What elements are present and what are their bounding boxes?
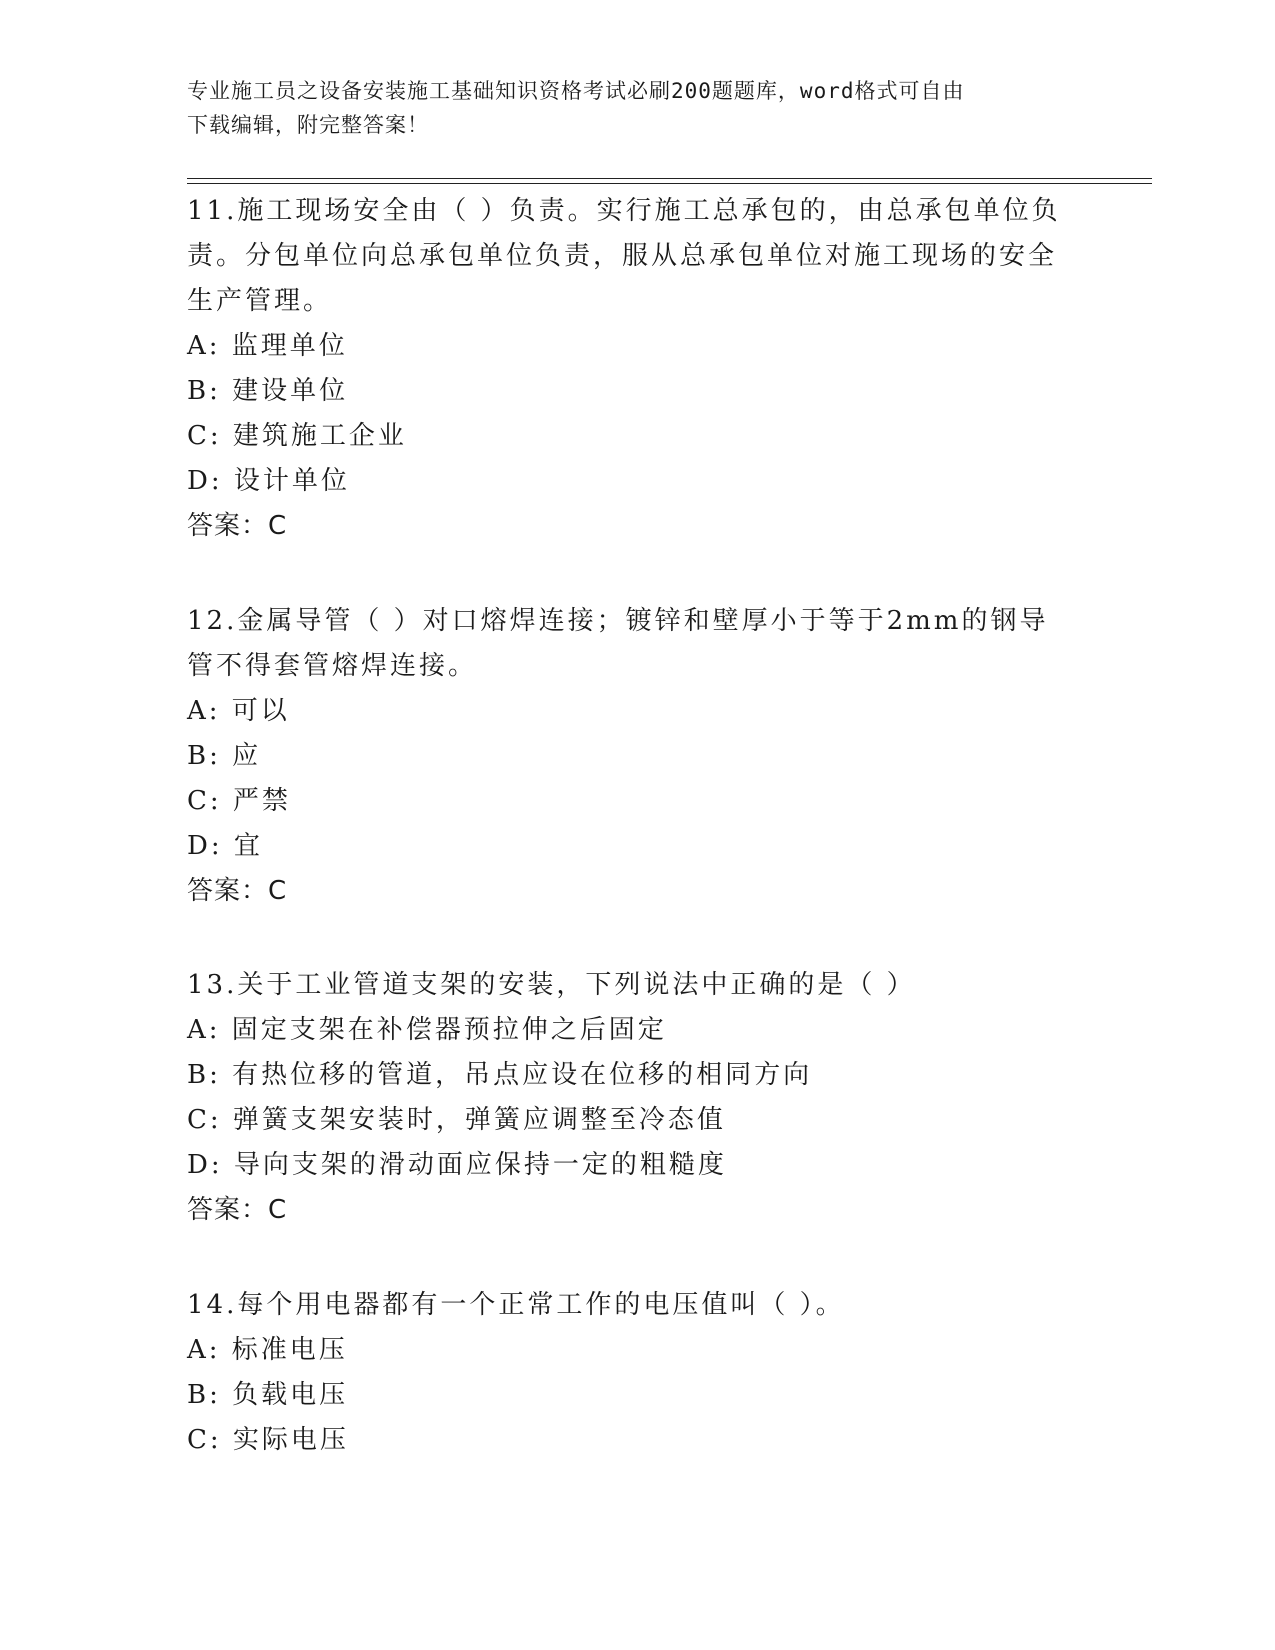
answer: 答案：C — [187, 1195, 288, 1225]
question-stem: 13.关于工业管道支架的安装，下列说法中正确的是（ ） — [187, 970, 916, 1000]
option-a: A: 可以 — [187, 696, 290, 726]
option-d: D: 宜 — [187, 831, 263, 861]
header-divider-top — [187, 178, 1152, 179]
option-c: C: 建筑施工企业 — [187, 421, 407, 451]
header-divider-bottom — [187, 183, 1152, 184]
question-14 — [187, 1283, 1067, 1463]
option-c: C: 弹簧支架安装时，弹簧应调整至冷态值 — [187, 1105, 726, 1135]
question-stem: 14.每个用电器都有一个正常工作的电压值叫（ ）。 — [187, 1290, 845, 1320]
question-11 — [187, 189, 1067, 549]
question-stem: 12.金属导管（ ）对口熔焊连接；镀锌和壁厚小于等于2mm的钢导管不得套管熔焊连接。 — [187, 606, 1049, 681]
option-a: A: 监理单位 — [187, 331, 348, 361]
option-b: B: 应 — [187, 741, 262, 771]
document-header — [187, 74, 1067, 142]
question-stem: 11.施工现场安全由（ ）负责。实行施工总承包的，由总承包单位负责。分包单位向总承包单位负责，服从总承包单位对施工现场的安全生产管理。 — [187, 196, 1061, 316]
option-d: D: 设计单位 — [187, 466, 350, 496]
answer: 答案：C — [187, 511, 288, 541]
option-c: C: 实际电压 — [187, 1425, 349, 1455]
option-b: B: 负载电压 — [187, 1380, 349, 1410]
question-13 — [187, 963, 1067, 1233]
option-a: A: 固定支架在补偿器预拉伸之后固定 — [187, 1015, 667, 1045]
option-b: B: 建设单位 — [187, 376, 349, 406]
header-line-2: 下载编辑，附完整答案！ — [187, 113, 429, 137]
answer: 答案：C — [187, 876, 288, 906]
option-c: C: 严禁 — [187, 786, 291, 816]
option-d: D: 导向支架的滑动面应保持一定的粗糙度 — [187, 1150, 727, 1180]
question-12 — [187, 599, 1067, 914]
option-b: B: 有热位移的管道，吊点应设在位移的相同方向 — [187, 1060, 813, 1090]
option-a: A: 标准电压 — [187, 1335, 348, 1365]
header-line-1: 专业施工员之设备安装施工基础知识资格考试必刷200题题库，word格式可自由 — [187, 79, 965, 103]
